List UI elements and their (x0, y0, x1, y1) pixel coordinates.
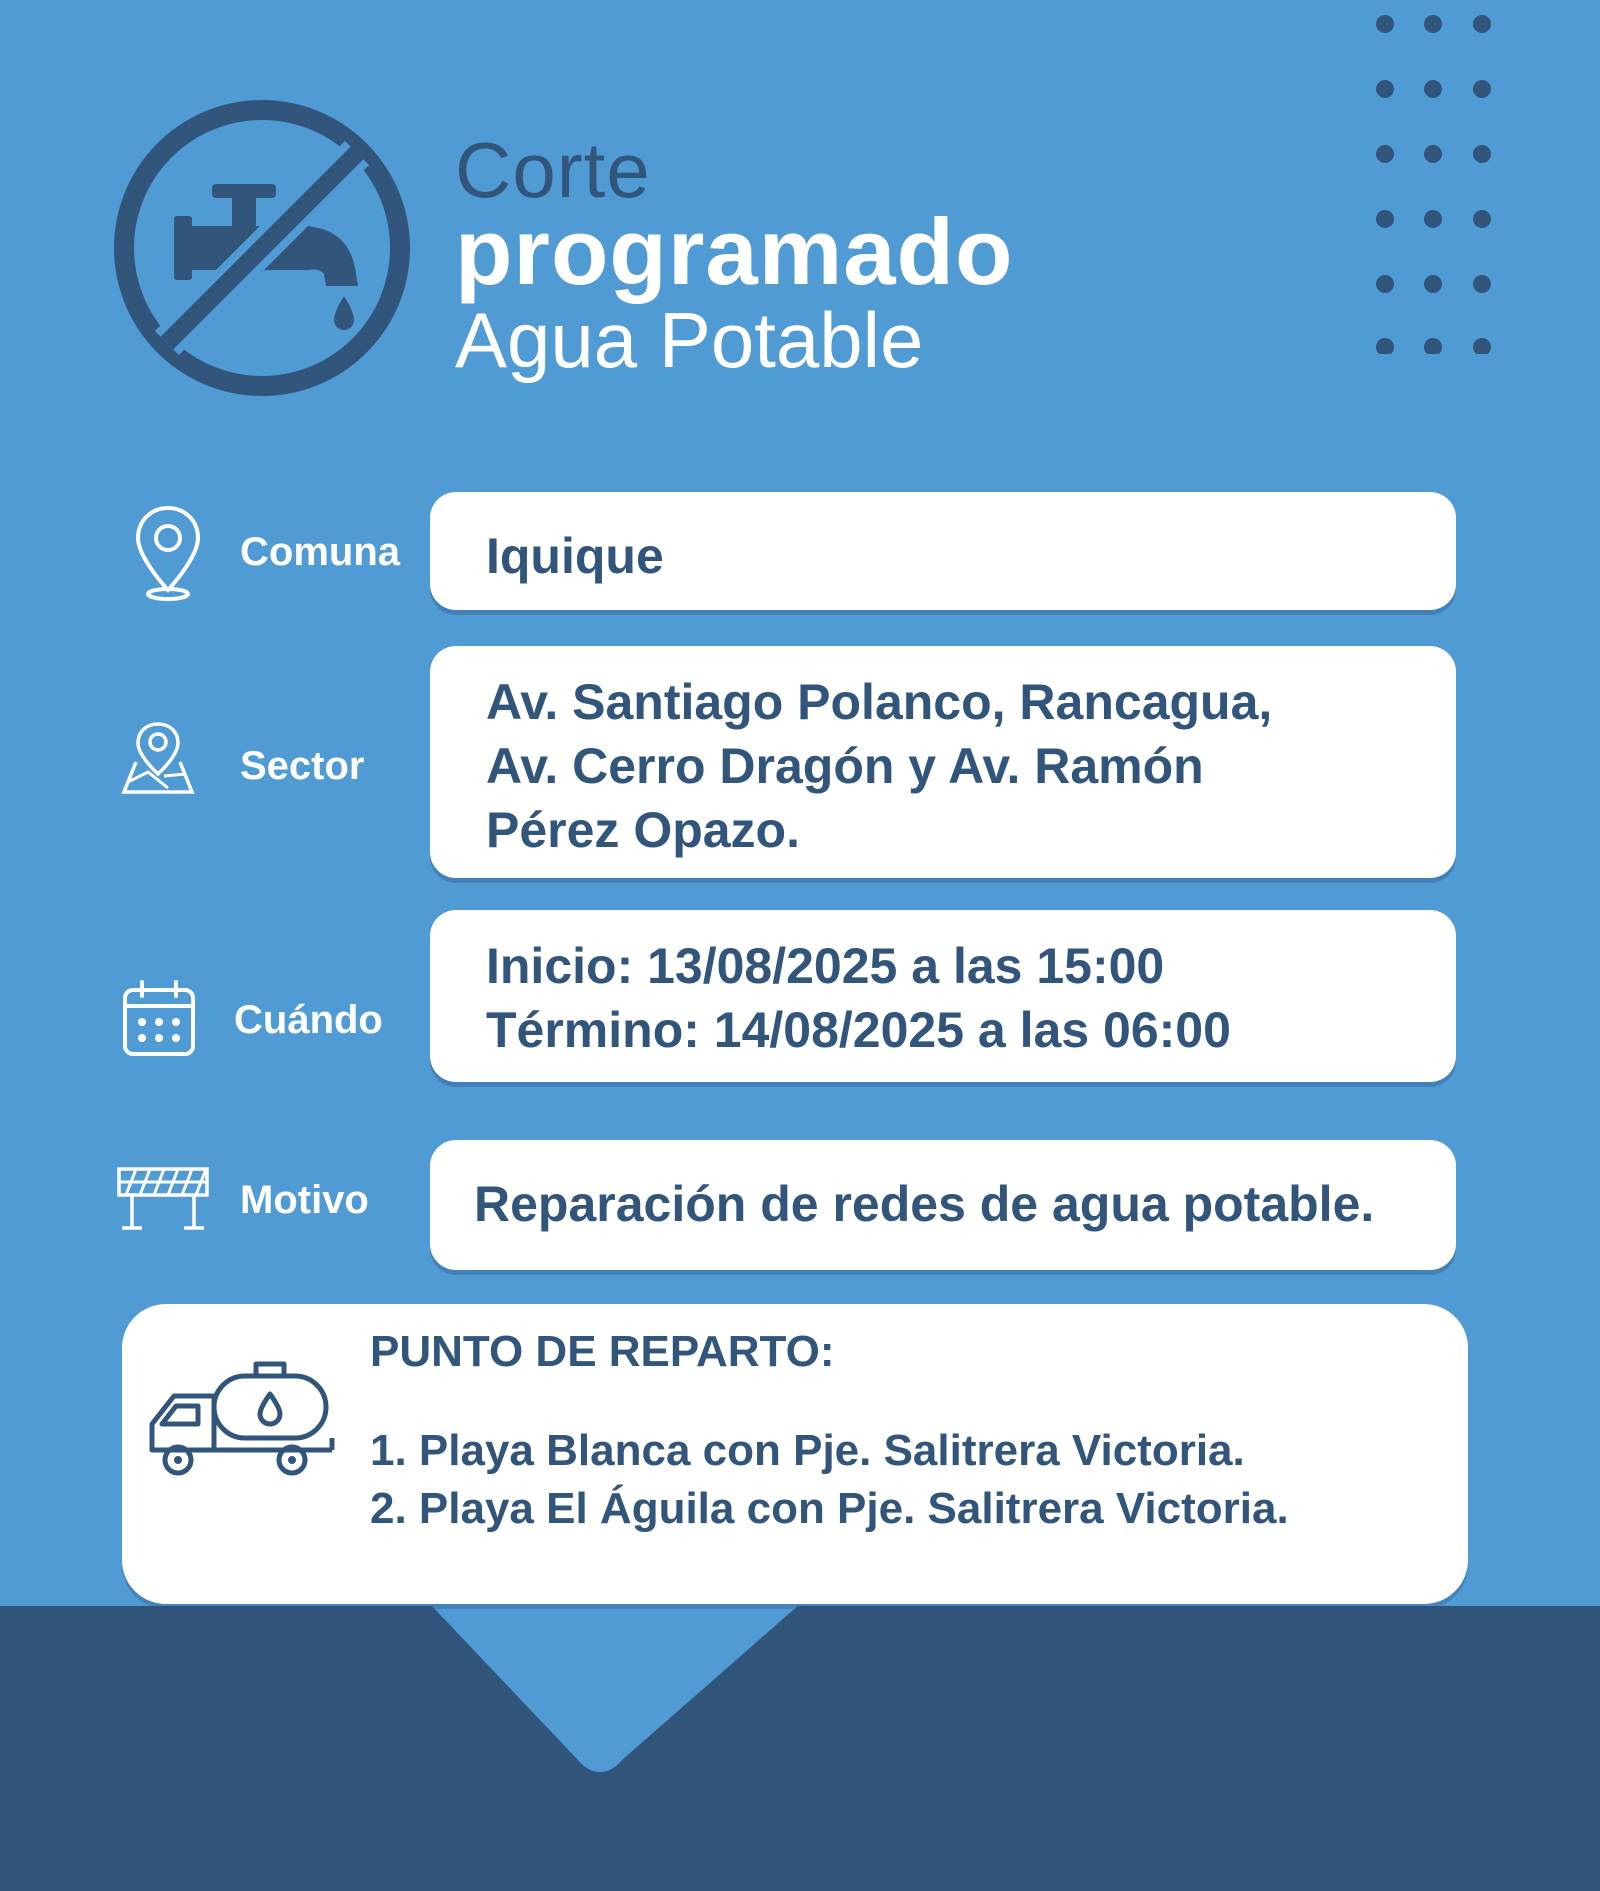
cuando-label: Cuándo (234, 998, 383, 1042)
delivery-title: PUNTO DE REPARTO: (370, 1327, 835, 1376)
sector-label: Sector (240, 744, 365, 788)
sector-value-box (430, 646, 1456, 878)
comuna-value-box (430, 492, 1456, 610)
map-pin-icon (118, 718, 198, 798)
delivery-item: 2. Playa El Águila con Pje. Salitrera Victoria. (370, 1484, 1289, 1533)
delivery-points-box (122, 1304, 1468, 1604)
end-datetime: Término: 14/08/2025 a las 06:00 (486, 1002, 1231, 1058)
delivery-item: 1. Playa Blanca con Pje. Salitrera Victoria. (370, 1426, 1245, 1475)
page-title (455, 126, 1014, 386)
comuna-value: Iquique (486, 528, 664, 584)
location-pin-icon (130, 502, 206, 602)
water-tank-truck-icon (148, 1354, 336, 1480)
road-barrier-icon (116, 1166, 210, 1232)
footer-band (0, 1606, 1600, 1891)
motivo-value-box (430, 1140, 1456, 1270)
sector-value-line-3: Pérez Opazo. (486, 802, 800, 858)
no-water-faucet-icon (112, 98, 412, 398)
calendar-icon (120, 978, 198, 1060)
motivo-label: Motivo (240, 1178, 369, 1222)
motivo-value: Reparación de redes de agua potable. (474, 1176, 1375, 1232)
sector-value-line-1: Av. Santiago Polanco, Rancagua, (486, 674, 1273, 730)
comuna-label: Comuna (240, 530, 400, 574)
sector-value-line-2: Av. Cerro Dragón y Av. Ramón (486, 738, 1204, 794)
title-line-2: programado (455, 199, 1014, 304)
start-datetime: Inicio: 13/08/2025 a las 15:00 (486, 938, 1165, 994)
decorative-dots (1370, 14, 1500, 354)
cuando-value-box (430, 910, 1456, 1082)
title-line-1: Corte (455, 126, 651, 214)
title-line-3: Agua Potable (455, 296, 924, 384)
